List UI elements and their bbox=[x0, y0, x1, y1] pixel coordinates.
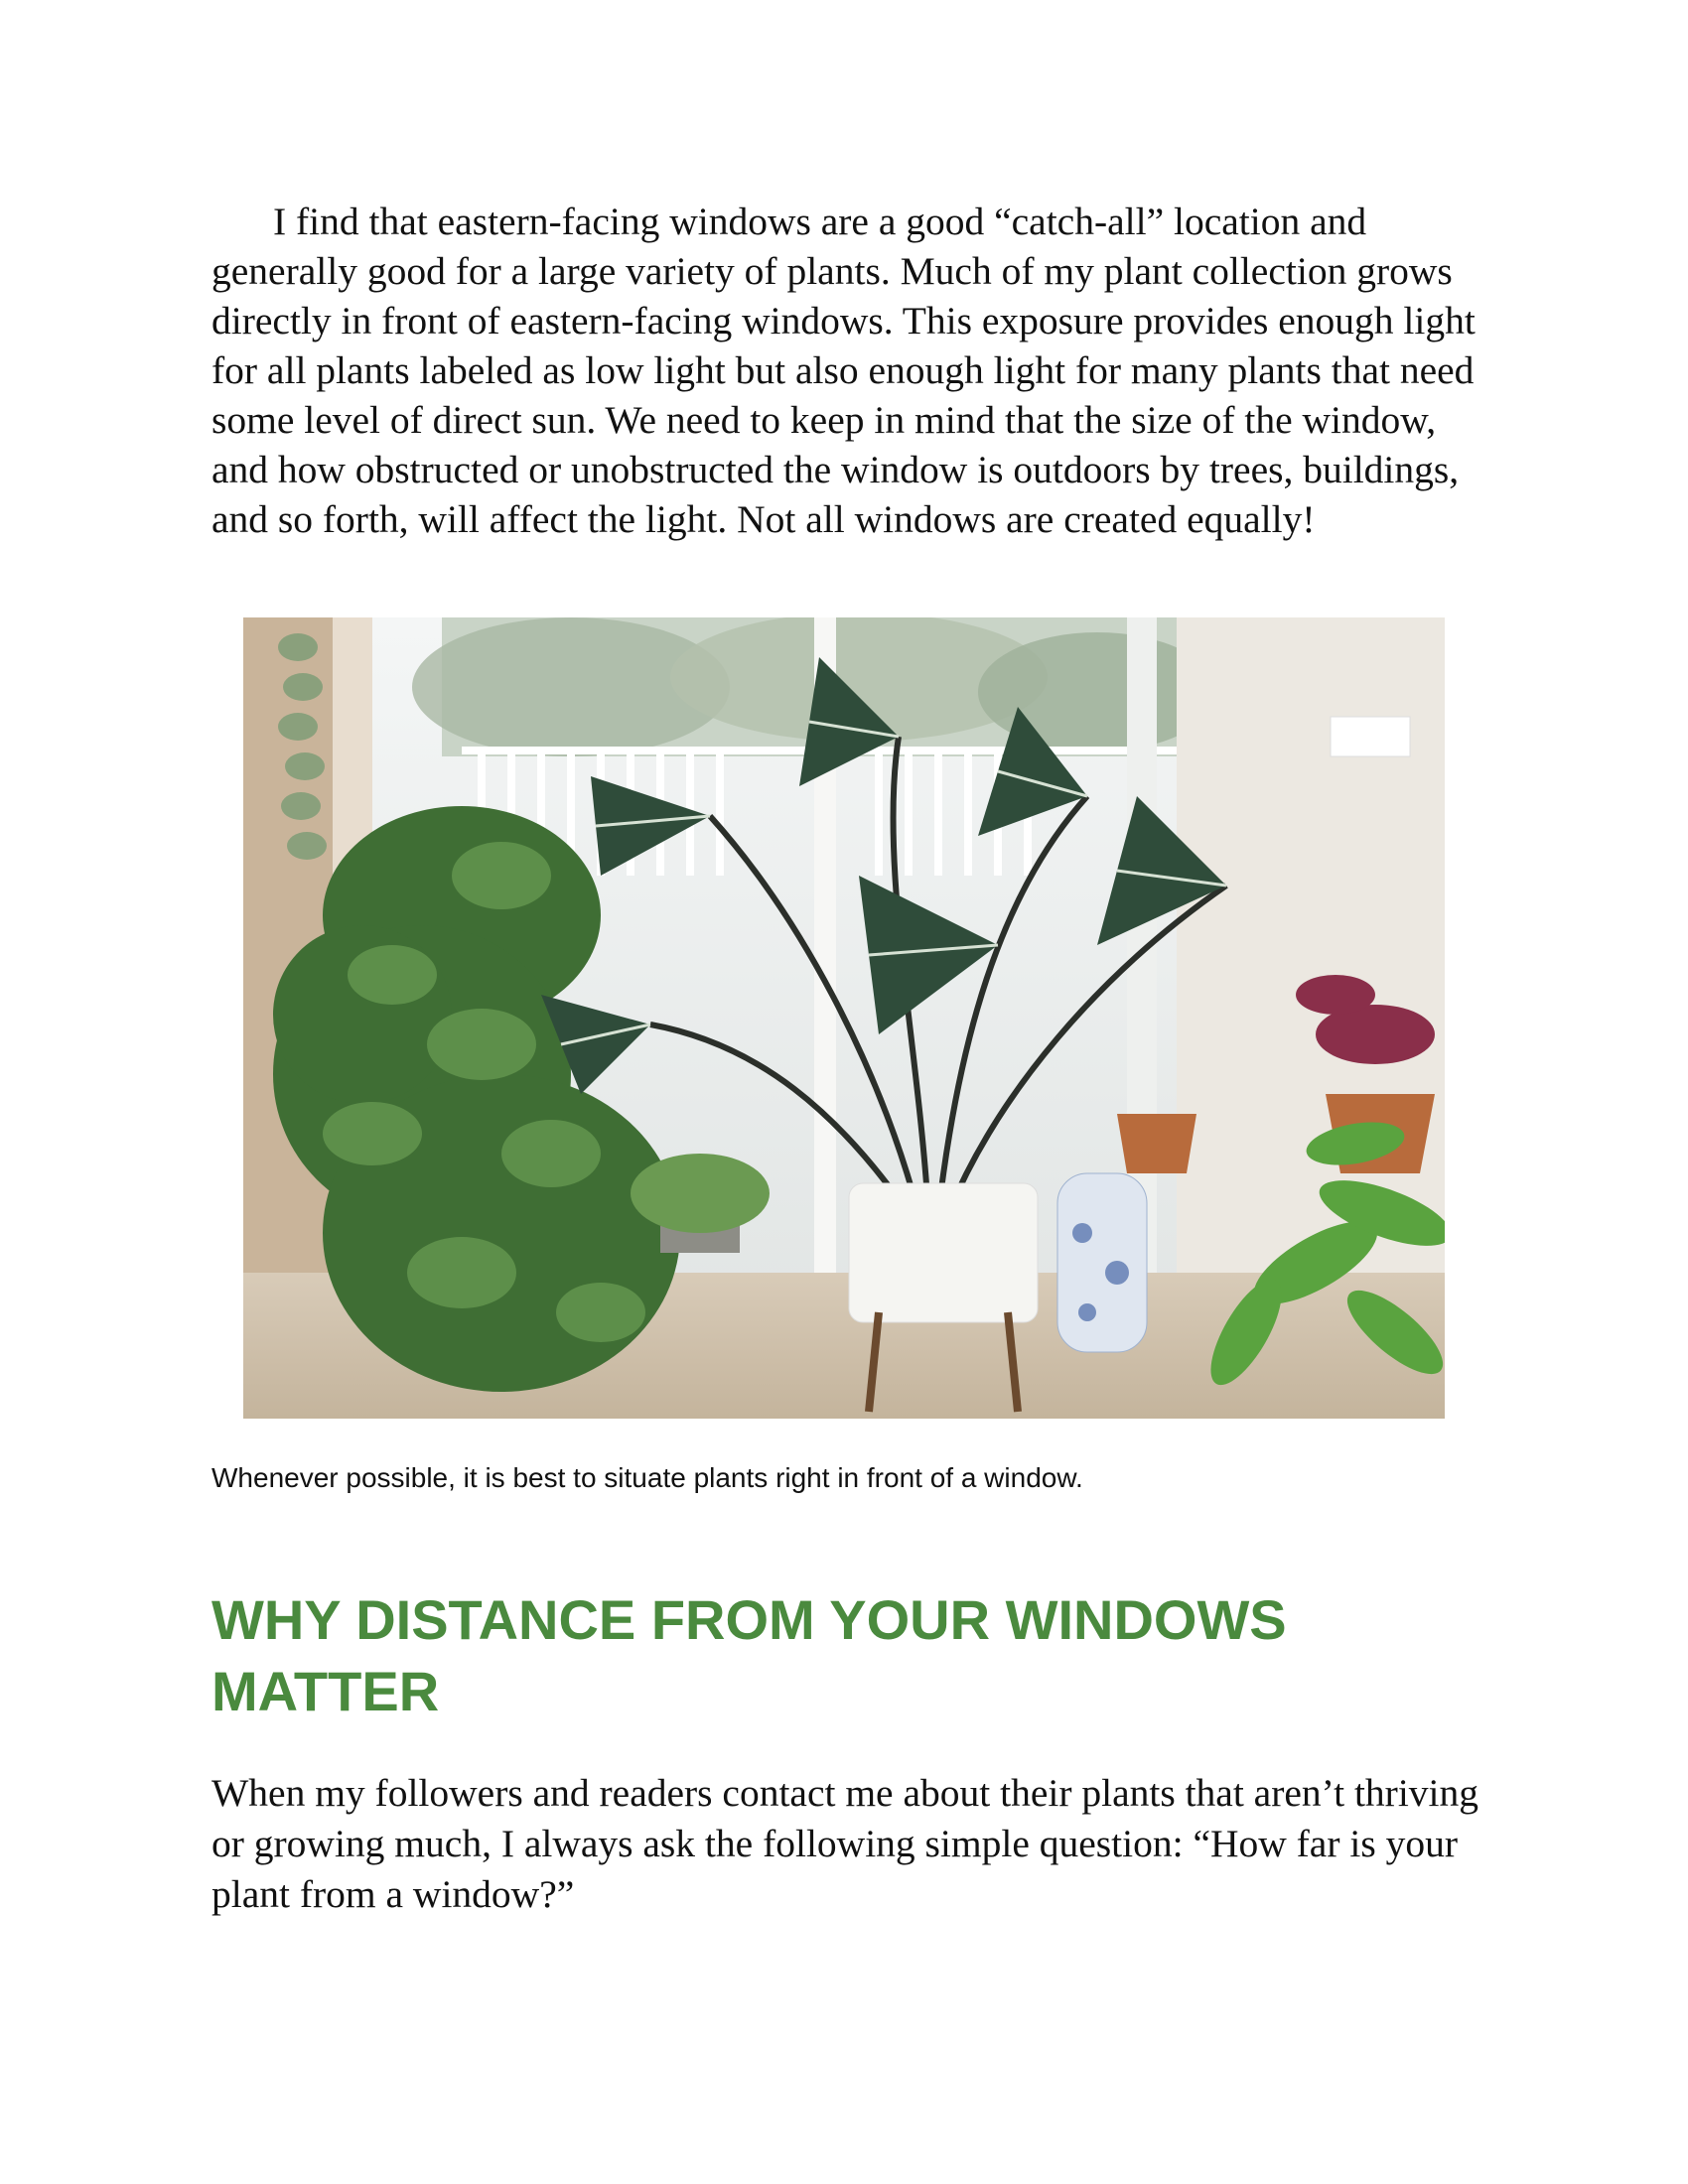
plant-photo bbox=[243, 617, 1445, 1419]
section-heading: WHY DISTANCE FROM YOUR WINDOWS MATTER bbox=[211, 1588, 1287, 1722]
body-paragraph-distance: When my followers and readers contact me about their plants that aren’t thriving or growing much, I always ask the following simple question: “How far is your plant from a window?” bbox=[211, 1771, 1479, 1916]
photo-caption: Whenever possible, it is best to situate plants right in front of a window. bbox=[211, 1462, 1083, 1493]
plant-photo-illustration bbox=[243, 617, 1445, 1419]
body-paragraph-text: I find that eastern-facing windows are a good “catch-all” location and generally good for a large variety of plants. Much of my plant collection grows directly in front of eastern-facing windows. This exposure provides enough light for all plants labeled as low light but also enough light for many plants that need some level of direct sun. We need to keep in mind that the size of the window, and how obstructed or unobstructed the window is outdoors by trees, buildings, and so forth, will affect the light. Not all windows are created equally! bbox=[211, 200, 1476, 541]
body-paragraph-windows bbox=[211, 197, 1492, 544]
